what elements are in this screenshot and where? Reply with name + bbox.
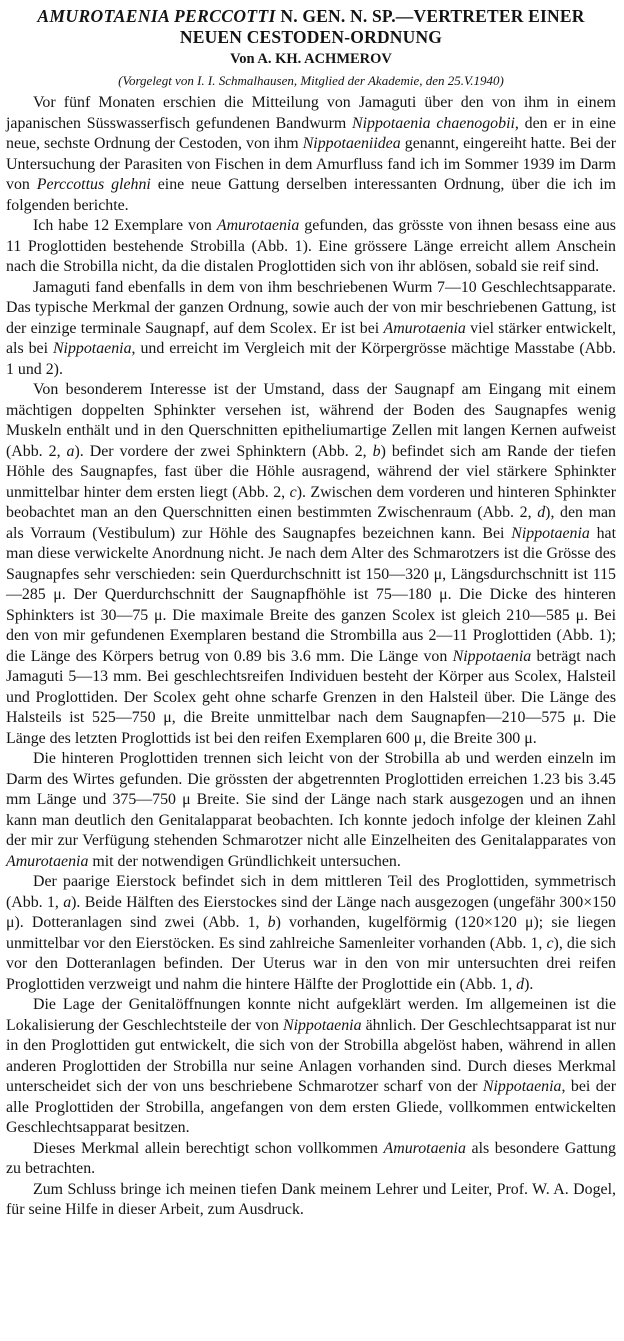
text-run: Zum Schluss bringe ich meinen tiefen Dank meinem Lehrer und Leiter, Prof. W. A. Dogel, für seine Hilfe in dieser Arbeit, zum Ausdruck.: [6, 1180, 616, 1218]
text-run: ), den man als Vorraum (Vestibulum) zur Höhle des Saugnapfes bezeichnen kann. Bei: [6, 504, 617, 542]
italic-term: Amurotaenia: [216, 217, 300, 234]
italic-term: Nippotaenia: [52, 340, 132, 357]
italic-term: Amurotaenia: [383, 319, 466, 337]
text-run: Von besonderem Interesse ist der Umstand, dass der Saugnapf am Eingang mit einem mächtigen doppelten Sphinkter versehen ist, während der Boden des Saugnapfes wenig Muskeln enthält und in den Querschnitten epitheliumartige Zellen mit langen Kernen aufweist (Abb. 2,: [6, 381, 616, 460]
text-run: ), die sich vor den Dotteranlagen befinden. Der Uterus war in den von mir untersuchten drei reifen Proglottiden verzweigt und nahm die hintere Hälfte der Proglottide ein (Abb. 1,: [6, 934, 616, 993]
body-paragraph: [6, 93, 616, 216]
italic-term: a: [63, 893, 72, 911]
text-run: Ich habe 12 Exemplare von: [33, 217, 217, 234]
text-run: beträgt nach Jamaguti 5—13 mm. Bei geschlechtsreifen Individuen besteht der Körper aus Scolex, Halsteil und Proglottiden. Der Scolex geht ohne scharfe Grenzen in den Halsteil über. Die Länge des Halsteils ist 525—750 μ, die Breite unmittelbar nach dem Saugnapfen—210—575 μ. Die Länge des letzten Proglottids ist bei den reifen Exemplaren 600 μ, die Breite 300 μ.: [6, 647, 616, 747]
text-run: ) vorhanden, kugelförmig (120×120 μ); sie liegen unmittelbar vor den Eierstöcken. Es sind zahlreiche Samenleiter vorhanden (Abb. 1,: [6, 914, 616, 952]
body-paragraph: [6, 380, 616, 749]
body-paragraph: [6, 1139, 616, 1180]
article-body: [6, 93, 616, 1221]
text-run: , und erreicht im Vergleich mit der Körpergrösse mächtige Masstabe (Abb. 1 und 2).: [6, 340, 617, 378]
text-run: Dieses Merkmal allein berechtigt schon vollkommen: [33, 1139, 384, 1157]
italic-term: Nippotaenia: [282, 1016, 362, 1034]
italic-term: d: [537, 504, 546, 521]
body-paragraph: [6, 216, 616, 278]
body-paragraph: [6, 995, 616, 1139]
body-paragraph: [6, 749, 616, 872]
text-run: viel stärker entwickelt, als bei: [6, 319, 617, 357]
italic-term: Nippotaenia: [482, 1078, 562, 1095]
text-run: Die hinteren Proglottiden trennen sich leicht von der Strobilla ab und werden einzeln im Darm des Wirtes gefunden. Die grössten der abgetrennten Proglottiden erreichen 1.23 bis 3.45 mm Länge und 375—750 μ Breite. Sie sind der Länge nach stark ausgezogen und an ihnen kann man deutlich den Genitalapparat beobachten. Ich konnte jedoch infolge der kleinen Zahl der mir zur Verfügung stehenden Schmarotzer nicht alle Einzelheiten des Genitalapparates von: [6, 750, 616, 849]
italic-term: Nippotaenia: [452, 647, 532, 665]
title-genus-species: AMUROTAENIA PERCCOTTI: [37, 6, 276, 26]
italic-term: Nippotaeniidea: [302, 135, 401, 152]
text-run: , bei der alle Proglottiden der Strobilla, angefangen von dem ersten Gliede, vollkommen entwickelten Geschlechtsapparat besitzen.: [6, 1078, 617, 1136]
title-suffix: N. GEN. N. SP.—VERTRETER EINER: [275, 6, 585, 26]
text-run: mit der notwendigen Gründlichkeit untersuchen.: [88, 852, 401, 870]
text-run: gefunden, das grösste von ihnen besass eine aus 11 Proglottiden bestehende Strobilla (Abb. 1). Eine grössere Länge erreicht allem Anschein nach die Strobilla nicht, da die distalen Proglottiden sich von ihr ablösen, sobald sie reif sind.: [6, 217, 616, 275]
text-run: hat man diese verwickelte Anordnung nicht. Je nach dem Alter des Schmarotzers ist die Grösse des Saugnapfes sehr verschieden: sein Querdurchschnitt ist 150—320 μ, Längsdurchschnitt ist 115—285 μ. Der Querdurchschnitt der Saugnapfhöhle ist 75—180 μ. Die Dicke des hinteren Sphinkters ist 30—75 μ. Die maximale Breite des ganzen Scolex ist gleich 210—585 μ. Bei den von mir gefundenen Exemplaren bestand die Strombilla aus 2—11 Proglottiden (Abb. 1); die Länge des Körpers betrug von 0.89 bis 3.6 mm. Die Länge von: [6, 524, 616, 665]
text-run: ). Zwischen dem vorderen und hinteren Sphinkter beobachtet man an den Querschnitten einen bestimmten Zwischenraum (Abb. 2,: [6, 483, 616, 521]
text-run: Der paarige Eierstock befindet sich in dem mittleren Teil des Proglottiden, symmetrisch (Abb. 1,: [6, 873, 616, 911]
text-run: ähnlich. Der Geschlechtsapparat ist nur in den Proglottiden gut entwickelt, die sich von der Strobilla abgelöst haben, während in allen anderen Proglottiden der Strobilla nur seine Anlagen vorhanden sind. Durch dieses Merkmal unterscheidet sich der von uns beschriebene Schmarotzer scharf von der: [6, 1016, 616, 1095]
title-line-1: [6, 6, 616, 27]
italic-term: b: [372, 442, 381, 460]
italic-term: Nippotaenia: [511, 524, 590, 542]
body-paragraph: [6, 1180, 616, 1221]
text-run: ) befindet sich am Rande der tiefen Höhle des Saugnapfes, fast über die Höhle ausragend, während der viel stärkere Sphinkter unmittelbar hinter dem ersten liegt (Abb. 2,: [6, 442, 617, 501]
title-line-2: NEUEN CESTODEN-ORDNUNG: [179, 27, 443, 47]
italic-term: Perccottus glehni: [36, 176, 151, 193]
italic-term: c: [289, 483, 297, 501]
body-paragraph: [6, 278, 616, 381]
body-paragraph: [6, 872, 616, 995]
text-run: ).: [524, 975, 534, 993]
text-run: Vor fünf Monaten erschien die Mitteilung von Jamaguti über den von ihm in einem japanischen Süsswasserfisch gefundenen Bandwurm: [6, 94, 616, 132]
text-run: , den er in eine neue, sechste Ordnung der Cestoden, von ihm: [6, 114, 616, 152]
text-run: als besondere Gattung zu betrachten.: [6, 1139, 616, 1177]
author-line: Von A. KH. ACHMEROV: [230, 51, 392, 67]
italic-term: Nippotaenia chaenogobii: [352, 114, 515, 132]
italic-term: a: [66, 442, 75, 460]
text-run: genannt, eingereiht hatte. Bei der Untersuchung der Parasiten von Fischen in dem Amurfluss fand ich im Sommer 1939 im Darm von: [6, 135, 616, 193]
presentation-note: (Vorgelegt von I. I. Schmalhausen, Mitglied der Akademie, den 25.V.1940): [118, 73, 504, 88]
italic-term: d: [516, 975, 525, 993]
text-run: ). Beide Hälften des Eierstockes sind der Länge nach ausgezogen (ungefähr 300×150 μ). Dotteranlagen sind zwei (Abb. 1,: [6, 893, 616, 931]
article-title: [6, 6, 616, 48]
italic-term: c: [546, 934, 554, 952]
italic-term: b: [267, 914, 276, 931]
text-run: eine neue Gattung derselben interessanten Ordnung, über die ich im folgenden berichte.: [6, 176, 616, 214]
italic-term: Amurotaenia: [383, 1139, 466, 1157]
italic-term: Amurotaenia: [6, 852, 89, 870]
text-run: Jamaguti fand ebenfalls in dem von ihm beschriebenen Wurm 7—10 Geschlechtsapparate. Das typische Merkmal der ganzen Ordnung, sowie auch der von mir beschriebenen Gattung, ist der einzige terminale Saugnapf, auf dem Scolex. Er ist bei: [6, 278, 616, 337]
text-run: Die Lage der Genitalöffnungen konnte nicht aufgeklärt werden. Im allgemeinen ist die Lokalisierung der Geschlechtsteile der von: [6, 996, 616, 1034]
text-run: ). Der vordere der zwei Sphinktern (Abb. 2,: [74, 442, 373, 460]
